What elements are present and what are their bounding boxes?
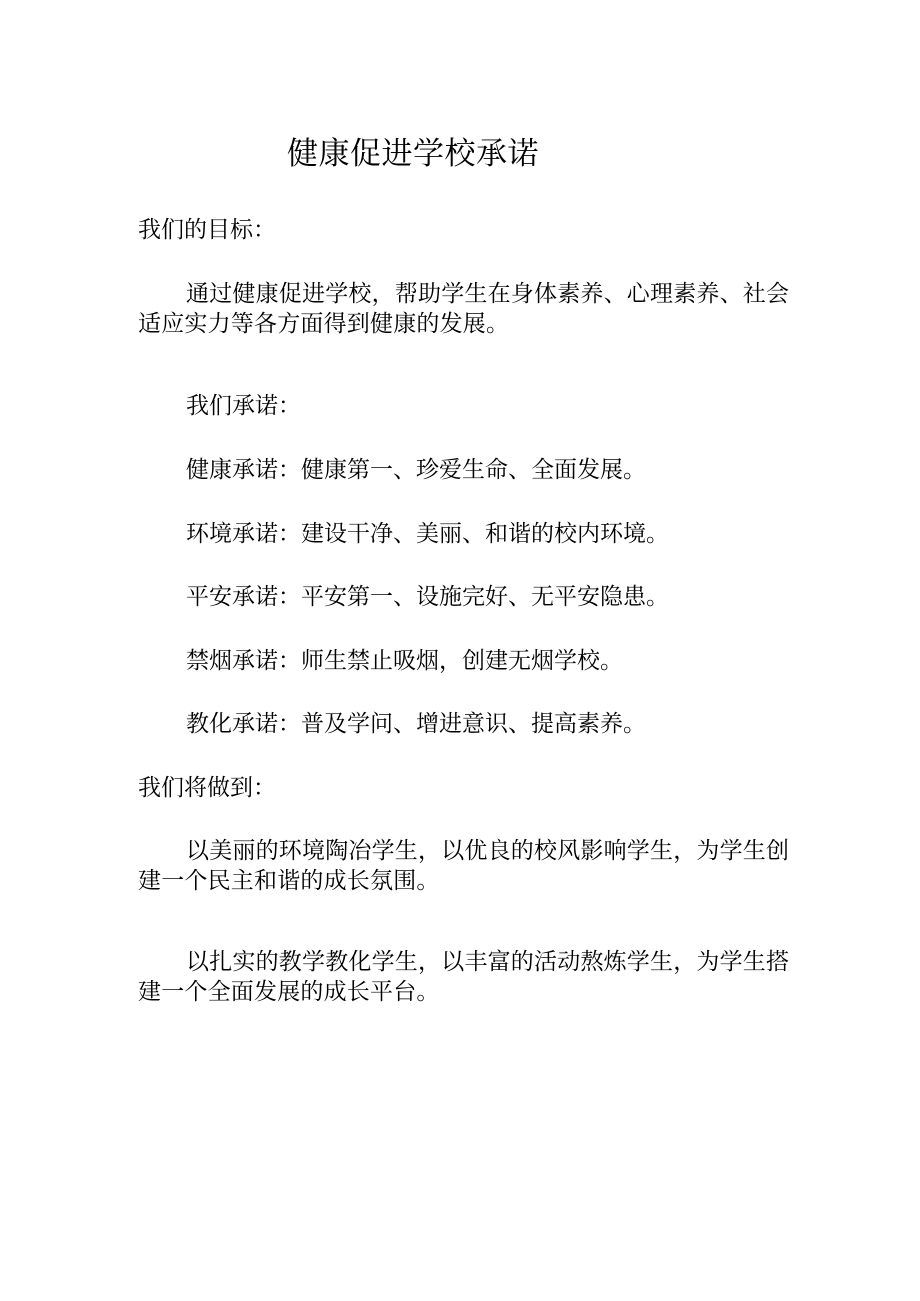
commitment-safety: 平安承诺：平安第一、设施完好、无平安隐患。: [186, 584, 669, 610]
commitment-health: 健康承诺：健康第一、珍爱生命、全面发展。: [186, 457, 646, 483]
action-paragraph-teaching: 以扎实的教学教化学生，以丰富的活动熬炼学生，为学生搭建一个全面发展的成长平台。: [138, 949, 790, 1005]
goal-paragraph: 通过健康促进学校，帮助学生在身体素养、心理素养、社会适应实力等各方面得到健康的发展。: [138, 281, 790, 337]
commitment-environment: 环境承诺：建设干净、美丽、和谐的校内环境。: [186, 521, 669, 547]
actions-heading: 我们将做到：: [138, 775, 276, 801]
commitments-heading: 我们承诺：: [186, 393, 301, 419]
action-paragraph-environment: 以美丽的环境陶冶学生，以优良的校风影响学生，为学生创建一个民主和谐的成长氛围。: [138, 838, 790, 894]
goal-heading: 我们的目标：: [138, 217, 276, 243]
document-title: 健康促进学校承诺: [287, 136, 539, 172]
commitment-no-smoking: 禁烟承诺：师生禁止吸烟，创建无烟学校。: [186, 648, 623, 674]
commitment-education: 教化承诺：普及学问、增进意识、提高素养。: [186, 711, 646, 737]
